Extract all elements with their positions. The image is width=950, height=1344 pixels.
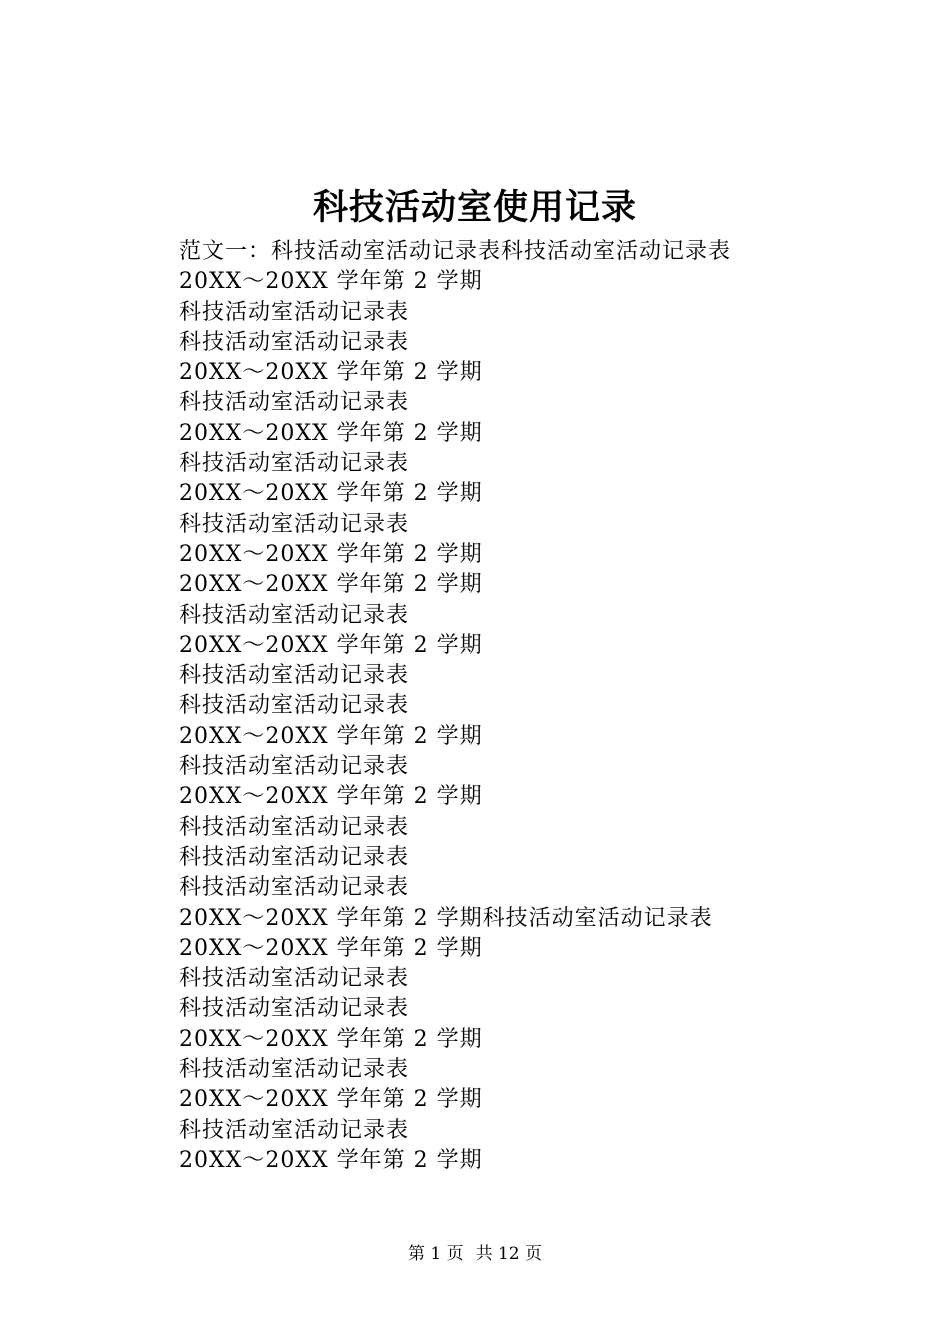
document-line: 20XX～20XX 学年第 2 学期 <box>179 784 483 810</box>
document-line: 20XX～20XX 学年第 2 学期 <box>179 1026 483 1052</box>
document-line: 科技活动室活动记录表 <box>179 390 410 416</box>
document-line: 科技活动室活动记录表 <box>179 844 410 870</box>
document-line: 20XX～20XX 学年第 2 学期 <box>179 541 483 567</box>
document-line: 科技活动室活动记录表 <box>179 996 410 1022</box>
document-line: 20XX～20XX 学年第 2 学期 <box>179 935 483 961</box>
document-line: 科技活动室活动记录表 <box>179 329 410 355</box>
document-line: 20XX～20XX 学年第 2 学期 <box>179 420 483 446</box>
document-line: 科技活动室活动记录表 <box>179 875 410 901</box>
document-line: 20XX～20XX 学年第 2 学期 <box>179 572 483 598</box>
page-number-total: 共 12 页 <box>475 1244 543 1264</box>
document-line: 20XX～20XX 学年第 2 学期 <box>179 360 483 386</box>
document-line: 科技活动室活动记录表 <box>179 299 410 325</box>
document-line: 20XX～20XX 学年第 2 学期 <box>179 723 483 749</box>
document-body <box>179 237 899 1176</box>
document-line: 科技活动室活动记录表 <box>179 966 410 992</box>
document-line: 20XX～20XX 学年第 2 学期 <box>179 1087 483 1113</box>
document-line: 20XX～20XX 学年第 2 学期科技活动室活动记录表 <box>179 905 713 931</box>
page-footer <box>0 1241 950 1267</box>
document-line: 科技活动室活动记录表 <box>179 693 410 719</box>
document-line: 范文一：科技活动室活动记录表科技活动室活动记录表 <box>179 239 732 264</box>
document-line: 20XX～20XX 学年第 2 学期 <box>179 1147 483 1173</box>
document-line: 20XX～20XX 学年第 2 学期 <box>179 269 483 295</box>
document-line: 科技活动室活动记录表 <box>179 451 410 477</box>
document-line: 20XX～20XX 学年第 2 学期 <box>179 481 483 507</box>
page-number-current: 第 1 页 <box>407 1244 464 1264</box>
document-title: 科技活动室使用记录 <box>312 187 637 228</box>
document-line: 科技活动室活动记录表 <box>179 814 410 840</box>
document-line: 20XX～20XX 学年第 2 学期 <box>179 632 483 658</box>
document-line: 科技活动室活动记录表 <box>179 663 410 689</box>
document-line: 科技活动室活动记录表 <box>179 1057 410 1083</box>
document-line: 科技活动室活动记录表 <box>179 511 410 537</box>
document-line: 科技活动室活动记录表 <box>179 1117 410 1143</box>
document-line: 科技活动室活动记录表 <box>179 754 410 780</box>
document-line: 科技活动室活动记录表 <box>179 602 410 628</box>
